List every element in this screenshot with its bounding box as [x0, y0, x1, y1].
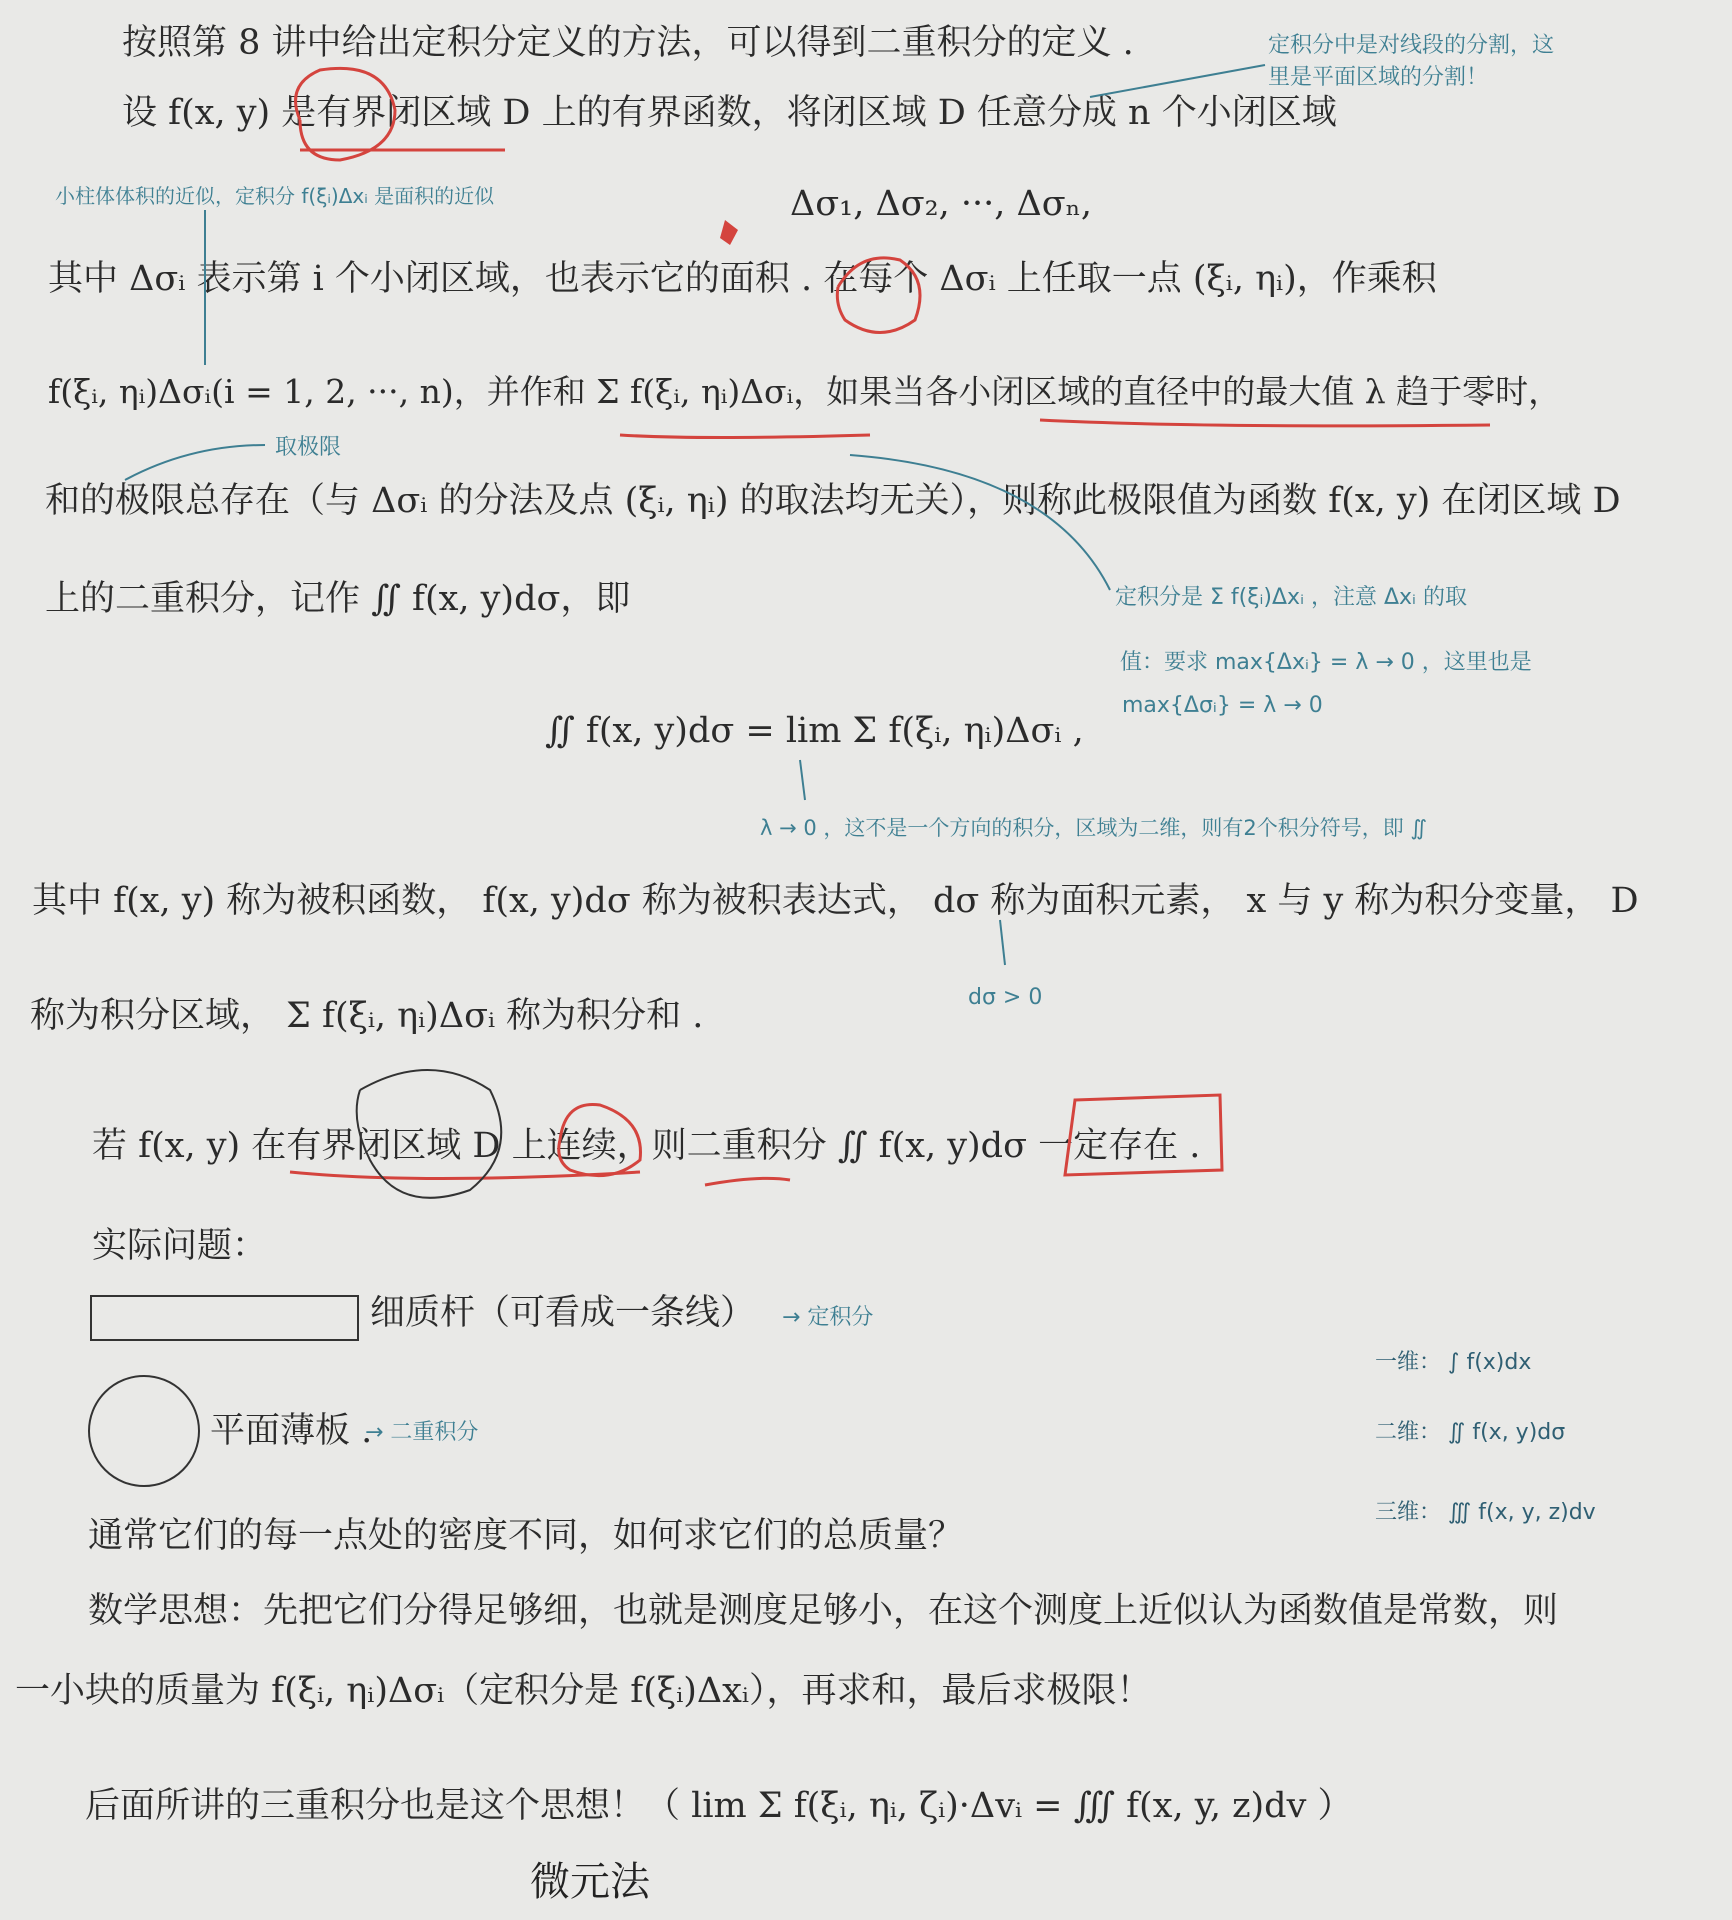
line-2: 设 f(x, y) 是有界闭区域 D 上的有界函数，将闭区域 D 任意分成 n 个小闭区域	[122, 93, 1337, 133]
red-mark-group	[720, 220, 738, 245]
circle-continuous	[559, 1104, 641, 1175]
note-two-integral-signs: λ → 0 ，这不是一个方向的积分，区域为二维，则有2个积分符号，即 ∬	[760, 816, 1428, 840]
line-5: f(ξᵢ, ηᵢ)Δσᵢ(i = 1, 2, ···, n)，并作和 Σ f(ξᵢ, ηᵢ)Δσᵢ，如果当各小闭区域的直径中的最大值 λ 趋于零时，	[48, 372, 1562, 411]
line-16: 一小块的质量为 f(ξᵢ, ηᵢ)Δσᵢ（定积分是 f(ξᵢ)Δxᵢ），再求和，最后求极限！	[15, 1671, 1152, 1711]
line-17: 后面所讲的三重积分也是这个思想！（ lim Σ f(ξᵢ, ηᵢ, ζᵢ)·Δvᵢ = ∭ f(x, y, z)dv ）	[85, 1786, 1353, 1826]
line-4: 其中 Δσᵢ 表示第 i 个小闭区域，也表示它的面积 . 在每个 Δσᵢ 上任取一点 (ξᵢ, ηᵢ)，作乘积	[48, 259, 1437, 299]
line-10: 若 f(x, y) 在有界闭区域 D 上连续，则二重积分 ∬ f(x, y)dσ 一定存在 .	[92, 1126, 1201, 1166]
line-11: 实际问题：	[92, 1226, 268, 1266]
line-9: 称为积分区域， Σ f(ξᵢ, ηᵢ)Δσᵢ 称为积分和 .	[30, 996, 704, 1036]
note-dim-3: 三维： ∭ f(x, y, z)dv	[1375, 1500, 1596, 1525]
note-definite-integral-c: max{Δσᵢ} = λ → 0	[1122, 693, 1323, 718]
line-12: 细质杆（可看成一条线）	[370, 1293, 756, 1333]
definition-formula: ∬ f(x, y)dσ = lim Σ f(ξᵢ, ηᵢ)Δσᵢ ,	[545, 711, 1084, 751]
arrow-dsigma	[1000, 920, 1005, 965]
arrow-lambda	[800, 760, 805, 800]
note-partition-b: 里是平面区域的分割！	[1268, 65, 1489, 90]
note-dim-1: 一维： ∫ f(x)dx	[1375, 1350, 1532, 1375]
line-14: 通常它们的每一点处的密度不同，如何求它们的总质量？	[88, 1516, 964, 1556]
red-mark	[720, 220, 738, 245]
note-volume-approx: 小柱体体积的近似，定积分 f(ξᵢ)Δxᵢ 是面积的近似	[55, 184, 495, 208]
line-15: 数学思想：先把它们分得足够细，也就是测度足够小，在这个测度上近似认为函数值是常数，则	[88, 1591, 1559, 1631]
note-partition-a: 定积分中是对线段的分割，这	[1268, 33, 1555, 58]
line-3: Δσ₁, Δσ₂, ···, Δσₙ,	[790, 184, 1092, 224]
note-take-limit: 取极限	[275, 435, 342, 460]
circle-area	[837, 258, 920, 333]
underline-sum	[620, 435, 870, 438]
line-13: 平面薄板 .	[210, 1411, 373, 1451]
circle-bounded-1	[296, 68, 396, 160]
note-dsigma-positive: dσ > 0	[968, 985, 1043, 1010]
line-6: 和的极限总存在（与 Δσᵢ 的分法及点 (ξᵢ, ηᵢ) 的取法均无关），则称此极限值为函数 f(x, y) 在闭区域 D	[45, 481, 1621, 521]
line-7: 上的二重积分，记作 ∬ f(x, y)dσ，即	[45, 579, 631, 619]
note-dim-2: 二维： ∬ f(x, y)dσ	[1375, 1420, 1566, 1445]
note-to-double: → 二重积分	[365, 1420, 479, 1445]
note-micro-element: 微元法	[530, 1859, 650, 1905]
arrow-partition	[1090, 65, 1265, 97]
note-definite-integral-a: 定积分是 Σ f(ξᵢ)Δxᵢ ，注意 Δxᵢ 的取	[1115, 585, 1467, 610]
note-definite-integral-b: 值：要求 max{Δxᵢ} = λ → 0 ，这里也是	[1120, 650, 1532, 675]
note-to-definite: → 定积分	[782, 1305, 874, 1330]
arrow-take-limit	[125, 445, 265, 480]
box-exists	[1065, 1095, 1222, 1175]
line-8: 其中 f(x, y) 称为被积函数， f(x, y)dσ 称为被积表达式， dσ 称为面积元素， x 与 y 称为积分变量， D	[32, 881, 1639, 921]
arrow-definite	[850, 455, 1110, 590]
underline-max	[1040, 420, 1490, 426]
line-1: 按照第 8 讲中给出定积分定义的方法，可以得到二重积分的定义 .	[122, 23, 1134, 63]
underline-double-integral	[705, 1178, 790, 1185]
